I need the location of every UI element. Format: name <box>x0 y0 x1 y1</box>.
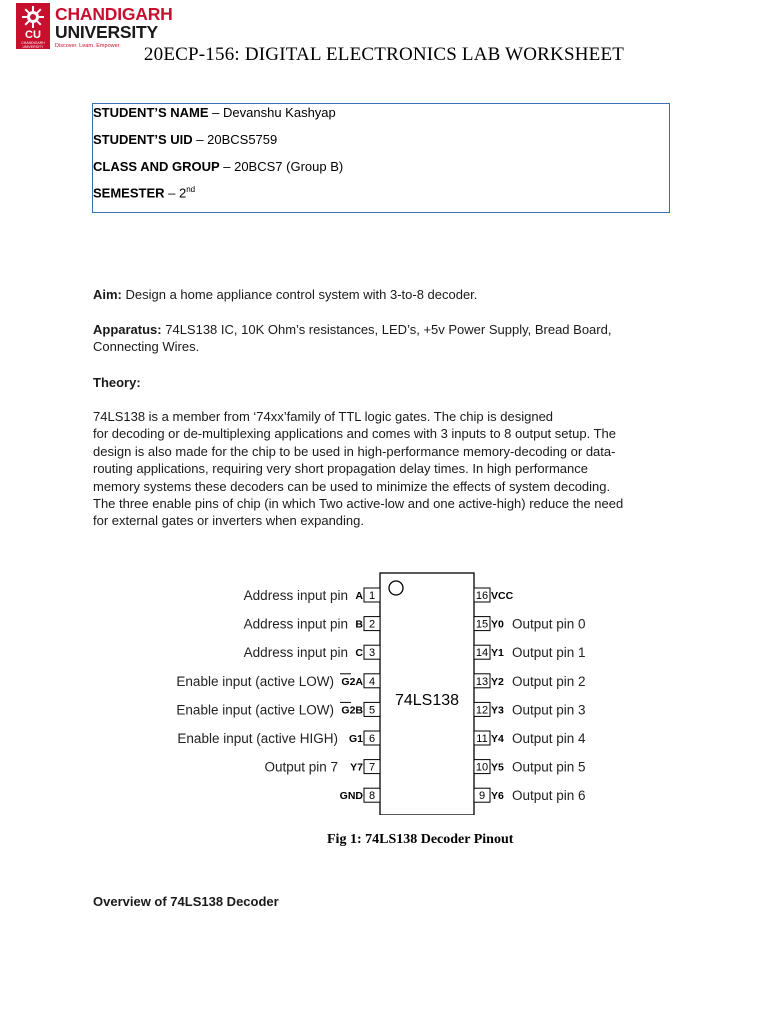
pin-description: Address input pin <box>243 588 348 603</box>
semester-label: SEMESTER <box>93 185 165 201</box>
left-pins-group <box>176 588 380 802</box>
student-uid-line <box>93 132 277 147</box>
pin-description: Address input pin <box>243 616 348 632</box>
pin-number: 14 <box>475 647 489 660</box>
pin-description: Address input pin <box>243 645 348 661</box>
figure-caption: Fig 1: 74LS138 Decoder Pinout <box>327 832 514 847</box>
pin-signal: Y3 <box>491 704 504 717</box>
semester-suffix: nd <box>186 185 196 194</box>
pin-number: 5 <box>368 704 376 717</box>
apparatus-text: 74LS138 IC, 10K Ohm’s resistances, LED’s, +5v Power Supply, Bread Board, Connecting Wires. <box>93 322 612 355</box>
pin-signal: GND <box>339 790 363 803</box>
pin-number: 11 <box>476 733 488 745</box>
pin-description: Output pin 1 <box>512 645 586 661</box>
pin-signal: G2B <box>341 704 363 717</box>
student-uid-label: STUDENT’S UID <box>93 132 193 147</box>
apparatus-label: Apparatus: <box>93 322 162 337</box>
university-logo <box>16 3 173 49</box>
pin-signal: Y1 <box>491 647 504 660</box>
class-group-value: – 20BCS7 (Group B) <box>219 159 344 174</box>
class-group-label: CLASS AND GROUP <box>93 159 220 174</box>
pin-number: 12 <box>475 704 489 717</box>
theory-line: for external gates or inverters when expanding. <box>93 513 364 529</box>
pin-number: 16 <box>475 590 489 602</box>
pin-number: 3 <box>368 647 376 660</box>
theory-line: The three enable pins of chip (in which Two active-low and one active-high) reduce the need <box>93 496 624 512</box>
pin-description: Output pin 6 <box>512 788 586 804</box>
pin-number: 4 <box>368 675 376 688</box>
emblem-cu-text: CU <box>25 29 41 41</box>
pin-description: Output pin 0 <box>512 616 586 632</box>
gear-emblem-icon <box>22 6 44 28</box>
pin-signal: B <box>355 618 363 631</box>
pin-number: 6 <box>368 733 376 745</box>
pin-signal: Y5 <box>491 761 504 774</box>
theory-line: routing applications, requiring very short propagation delay times. In high performance <box>93 461 588 477</box>
pin-number: 1 <box>368 590 376 602</box>
logo-name-line2: UNIVERSITY <box>55 22 159 42</box>
university-emblem <box>16 3 50 49</box>
pin-description: Output pin 5 <box>512 759 586 775</box>
theory-line: for decoding or de-multiplexing applications and comes with 3 inputs to 8 output setup. The <box>93 426 616 442</box>
student-name-label: STUDENT’S NAME <box>93 105 209 120</box>
pin-signal: Y2 <box>491 675 504 688</box>
pin-signal: C <box>355 647 363 660</box>
aim-label: Aim: <box>93 287 122 302</box>
semester-value: – 2 <box>164 185 187 201</box>
pin-signal: Y6 <box>491 790 504 803</box>
pin-description: Enable input (active HIGH) <box>177 731 338 746</box>
pin-signal: Y0 <box>491 618 504 631</box>
theory-line: design is also made for the chip to be used in high-performance memory-decoding or data- <box>93 443 616 459</box>
pin-number: 2 <box>368 618 376 631</box>
theory-heading <box>93 374 675 391</box>
right-pins-group <box>474 588 586 803</box>
theory-label: Theory: <box>93 375 141 390</box>
pin-number: 13 <box>475 675 489 688</box>
pin-signal: G1 <box>348 733 363 745</box>
logo-tagline: Discover. Learn. Empower. <box>55 43 121 49</box>
logo-name-line1: CHANDIGARH <box>55 4 173 24</box>
pin-description: Output pin 7 <box>264 759 338 775</box>
student-name-line <box>93 105 336 120</box>
pin-number: 8 <box>368 790 376 803</box>
apparatus-paragraph <box>93 321 653 356</box>
worksheet-title: 20ECP-156: DIGITAL ELECTRONICS LAB WORKSHEET <box>143 44 625 65</box>
pin-number: 10 <box>475 761 489 774</box>
pin-description: Enable input (active LOW) <box>176 702 334 718</box>
decoder-pinout-diagram <box>140 565 620 815</box>
pin-description: Output pin 4 <box>512 731 586 746</box>
pin-number: 9 <box>478 790 486 803</box>
class-group-line <box>93 159 343 174</box>
overview-heading: Overview of 74LS138 Decoder <box>93 894 279 909</box>
pin-description: Enable input (active LOW) <box>176 673 334 689</box>
chip-label: 74LS138 <box>394 692 460 709</box>
aim-text: Design a home appliance control system with 3-to-8 decoder. <box>121 287 478 302</box>
student-info-box <box>92 103 670 213</box>
semester-line <box>93 185 195 200</box>
pin-description: Output pin 3 <box>512 702 586 718</box>
student-uid-value: – 20BCS5759 <box>192 132 278 147</box>
pin-description: Output pin 2 <box>512 673 586 689</box>
pin-signal: G2A <box>341 675 363 688</box>
pin-number: 15 <box>475 618 489 631</box>
pin-signal: Y7 <box>350 761 363 774</box>
student-name-value: – Devanshu Kashyap <box>208 105 336 120</box>
theory-line: memory systems these decoders can be used to minimize the effects of system decoding. <box>93 478 611 494</box>
theory-line: 74LS138 is a member from ‘74xx’family of TTL logic gates. The chip is designed <box>93 409 554 424</box>
aim-paragraph <box>93 286 675 303</box>
pin-signal: A <box>355 590 363 602</box>
theory-paragraph <box>93 408 693 530</box>
emblem-small-text: CHANDIGARH UNIVERSITY <box>21 41 45 49</box>
pin-signal: VCC <box>491 590 514 602</box>
pin-number: 7 <box>368 761 376 774</box>
pin-signal: Y4 <box>491 733 504 745</box>
